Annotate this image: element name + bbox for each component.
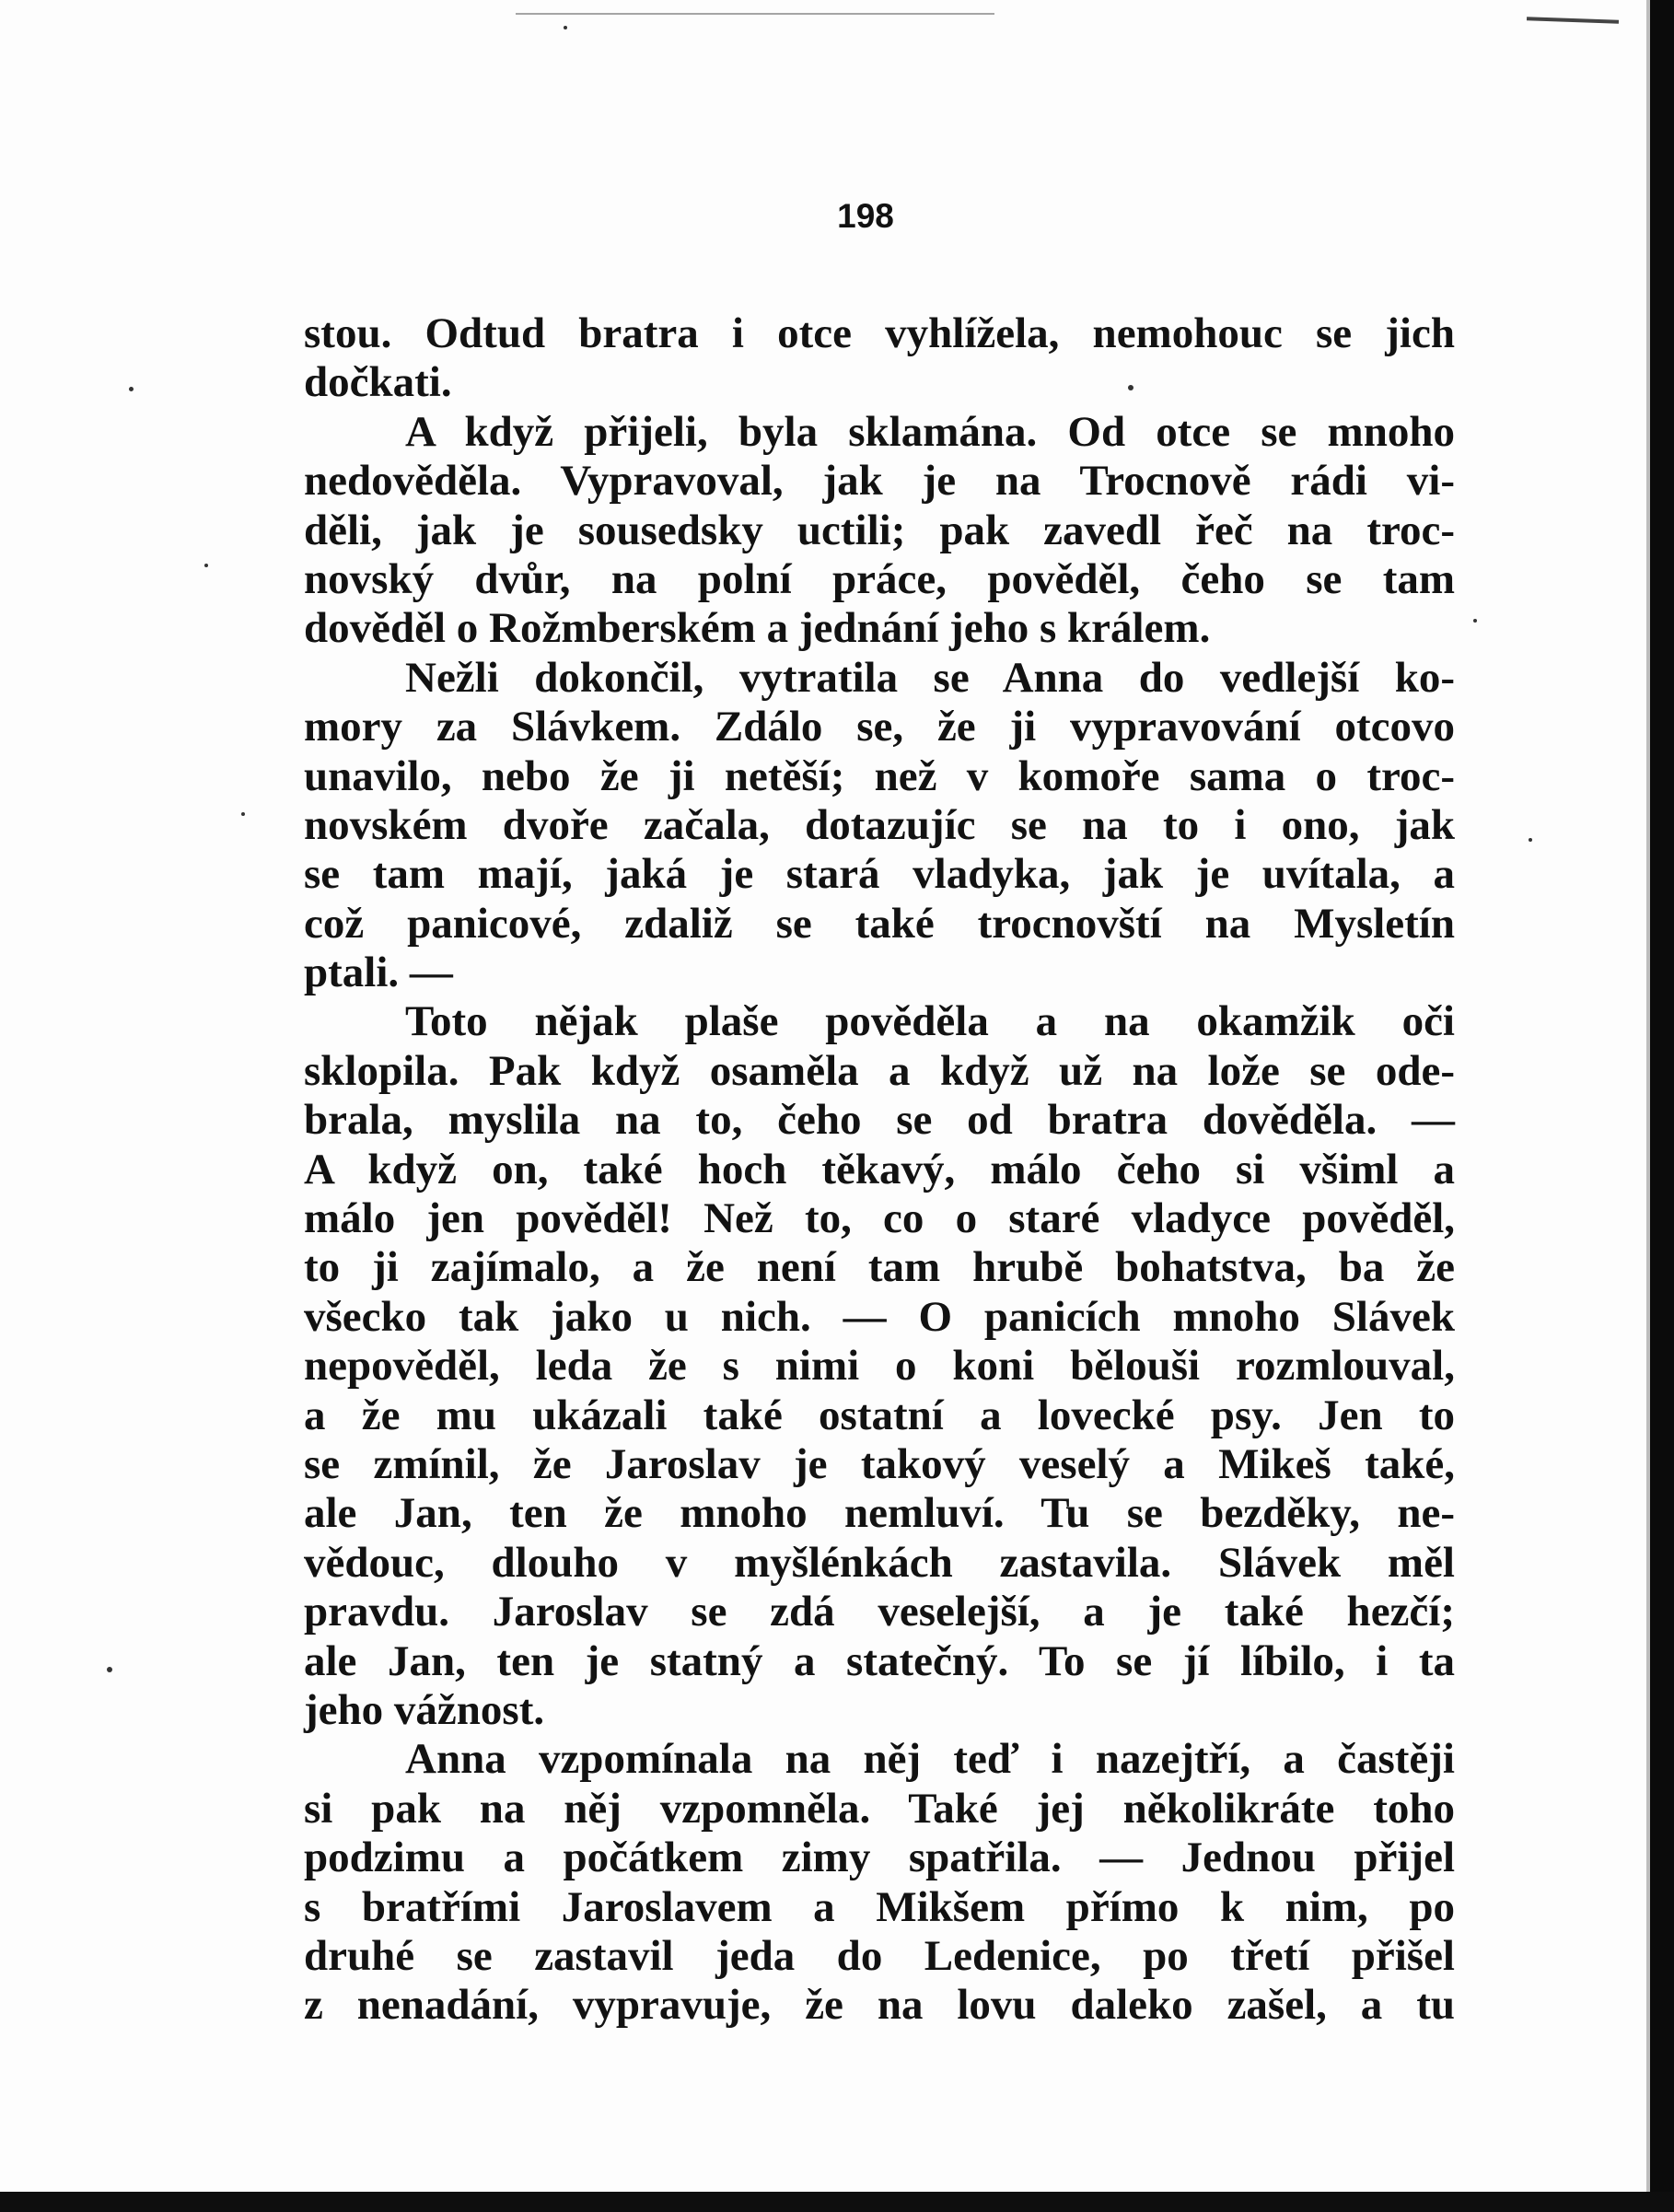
text-line: novském dvoře začala, dotazujíc se na to i ono, jak: [304, 800, 1455, 849]
text-line: A když on, také hoch těkavý, málo čeho si všiml a: [304, 1145, 1455, 1193]
text-line: sklopila. Pak když osaměla a když už na lože se ode-: [304, 1046, 1455, 1095]
text-line: z nenadání, vypravuje, že na lovu daleko zašel, a tu: [304, 1981, 1455, 2030]
text-line: dočkati.: [304, 358, 452, 407]
text-line: pravdu. Jaroslav se zdá veselejší, a je také hezčí;: [304, 1588, 1455, 1636]
text-line: to ji zajímalo, a že není tam hrubě bohatstva, ba že: [304, 1243, 1455, 1292]
text-line: podzimu a počátkem zimy spatřila. — Jednou přijel: [304, 1834, 1455, 1882]
scan-bottom-border: [0, 2192, 1674, 2212]
text-line: stou. Odtud bratra i otce vyhlížela, nemohouc se jich: [304, 309, 1455, 357]
text-line: unavilo, nebo že ji netěší; než v komoře sama o troc-: [304, 751, 1455, 800]
scan-right-border: [1650, 0, 1674, 2212]
text-line: nedověděla. Vypravoval, jak je na Trocnově rádi vi-: [304, 457, 1455, 506]
text-line: si pak na něj vzpomněla. Také jej několikráte toho: [304, 1784, 1455, 1833]
text-line: ptali. —: [304, 949, 453, 997]
scan-top-artifact: [516, 13, 994, 15]
text-line: Toto nějak plaše pověděla a na okamžik oči: [405, 997, 1455, 1046]
dust-speck: [564, 26, 567, 29]
text-line: děli, jak je sousedsky uctili; pak zavedl řeč na troc-: [304, 506, 1455, 554]
text-line: Nežli dokončil, vytratila se Anna do vedlejší ko-: [405, 653, 1455, 702]
dust-speck: [204, 564, 208, 567]
text-line: mory za Slávkem. Zdálo se, že ji vypravování otcovo: [304, 703, 1455, 751]
text-line: ale Jan, ten je statný a statečný. To se jí líbilo, i ta: [304, 1636, 1455, 1685]
dust-speck: [129, 387, 134, 391]
text-line: což panicové, zdaliž se také trocnovští na Mysletín: [304, 899, 1455, 948]
text-line: novský dvůr, na polní práce, pověděl, čeho se tam: [304, 554, 1455, 603]
scan-corner-artifact: [1527, 17, 1619, 23]
text-line: málo jen pověděl! Než to, co o staré vladyce pověděl,: [304, 1194, 1455, 1243]
dust-speck: [1473, 619, 1477, 623]
dust-speck: [1529, 838, 1532, 842]
text-line: s bratřími Jaroslavem a Mikšem přímo k nim, po: [304, 1882, 1455, 1931]
text-line: Anna vzpomínala na něj teď i nazejtří, a častěji: [405, 1735, 1455, 1784]
text-line: ale Jan, ten že mnoho nemluví. Tu se bezděky, ne-: [304, 1489, 1455, 1538]
text-line: nepověděl, leda že s nimi o koni bělouši rozmlouval,: [304, 1342, 1455, 1391]
text-line: dověděl o Rožmberském a jednání jeho s králem.: [304, 604, 1211, 653]
text-line: všecko tak jako u nich. — O panicích mnoho Slávek: [304, 1292, 1455, 1341]
text-line: jeho vážnost.: [304, 1685, 545, 1734]
dust-speck: [107, 1667, 112, 1672]
text-line: a že mu ukázali také ostatní a lovecké psy. Jen to: [304, 1391, 1455, 1439]
text-line: druhé se zastavil jeda do Ledenice, po třetí přišel: [304, 1931, 1455, 1980]
text-line: se zmínil, že Jaroslav je takový veselý a Mikeš také,: [304, 1439, 1455, 1488]
body-text: [304, 309, 1455, 2031]
dust-speck: [241, 812, 245, 816]
text-line: brala, myslila na to, čeho se od bratra dověděla. —: [304, 1096, 1455, 1145]
page-number: 198: [837, 197, 894, 235]
text-line: A když přijeli, byla sklamána. Od otce se mnoho: [405, 407, 1455, 456]
text-line: vědouc, dlouho v myšlénkách zastavila. Slávek měl: [304, 1538, 1455, 1587]
text-line: se tam mají, jaká je stará vladyka, jak je uvítala, a: [304, 850, 1455, 899]
